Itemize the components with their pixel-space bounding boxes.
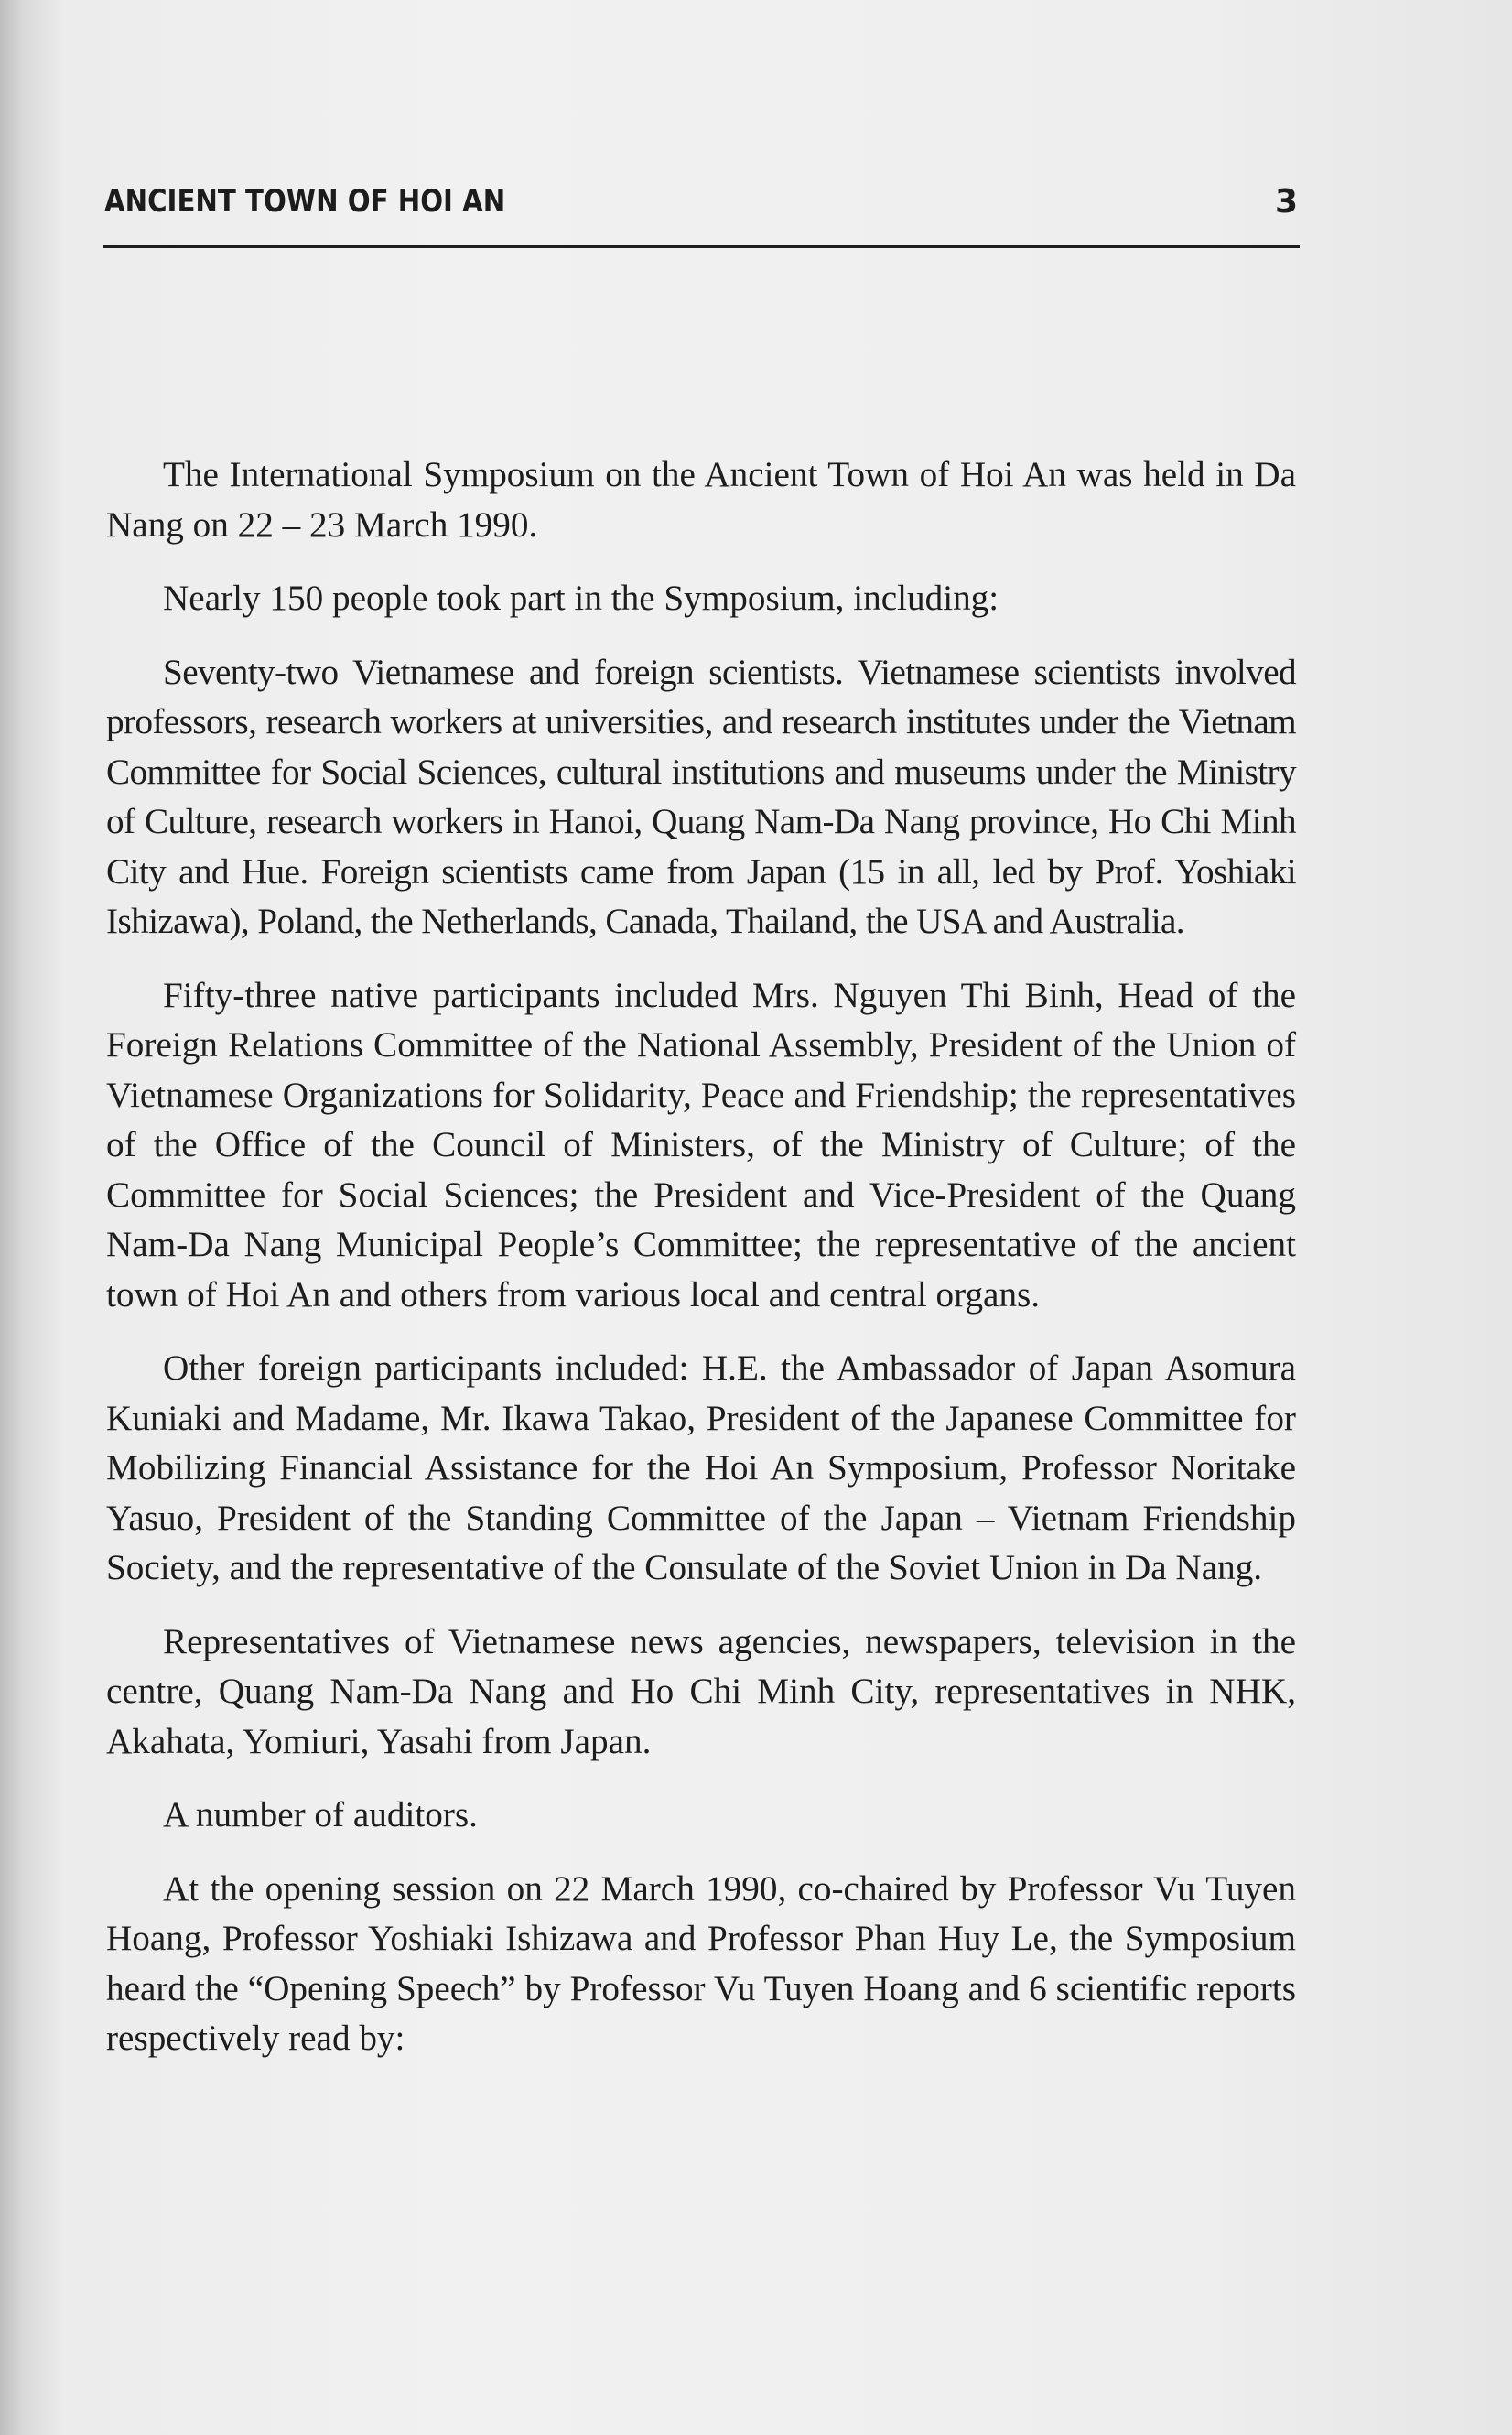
running-title: ANCIENT TOWN OF HOI AN xyxy=(104,183,506,220)
page-header xyxy=(103,174,1300,248)
paragraph-media-representatives: Representatives of Vietnamese news agencies, newspapers, television in the centre, Quang Nam-Da Nang and Ho Chi Minh City, representatives in NHK, Akahata, Yomiuri, Yasahi from Japan. xyxy=(106,1621,1296,1761)
paragraph-auditors: A number of auditors. xyxy=(163,1795,478,1834)
paragraph-opening-session: At the opening session on 22 March 1990, co-chaired by Professor Vu Tuyen Hoang, Professor Yoshiaki Ishizawa and Professor Phan Huy Le, the Symposium heard the “Opening Speech” by Professor Vu Tuyen Hoang and 6 scientific reports respectively read by: xyxy=(106,1868,1296,2058)
paragraph-participants-count: Nearly 150 people took part in the Symposium, including: xyxy=(163,579,999,618)
page-number: 3 xyxy=(1274,183,1298,221)
paragraph-foreign-participants: Other foreign participants included: H.E. the Ambassador of Japan Asomura Kuniaki and Madame, Mr. Ikawa Takao, President of the Japanese Committee for Mobilizing Financial Assistance for the Hoi An Symposium, Professor Noritake Yasuo, President of the Standing Committee of the Japan – Vietnam Friendship Society, and the representative of the Consulate of the Soviet Union in Da Nang. xyxy=(106,1348,1296,1587)
paragraph-scientists: Seventy-two Vietnamese and foreign scientists. Vietnamese scientists involved professors, research workers at universities, and research institutes under the Vietnam Committee for Social Sciences, cultural institutions and museums under the Ministry of Culture, research workers in Hanoi, Quang Nam-Da Nang province, Ho Chi Minh City and Hue. Foreign scientists came from Japan (15 in all, led by Prof. Yoshiaki Ishizawa), Poland, the Netherlands, Canada, Thailand, the USA and Australia. xyxy=(106,652,1296,941)
paragraph-native-participants: Fifty-three native participants included Mrs. Nguyen Thi Binh, Head of the Foreign Relations Committee of the National Assembly, President of the Union of Vietnamese Organizations for Solidarity, Peace and Friendship; the representatives of the Office of the Council of Ministers, of the Ministry of Culture; of the Committee for Social Sciences; the President and Vice-President of the Quang Nam-Da Nang Municipal People’s Committee; the representative of the ancient town of Hoi An and others from various local and central organs. xyxy=(106,975,1296,1315)
body-text xyxy=(106,450,1296,2088)
paragraph-symposium-intro: The International Symposium on the Ancient Town of Hoi An was held in Da Nang on 22 – 23 March 1990. xyxy=(106,455,1296,545)
